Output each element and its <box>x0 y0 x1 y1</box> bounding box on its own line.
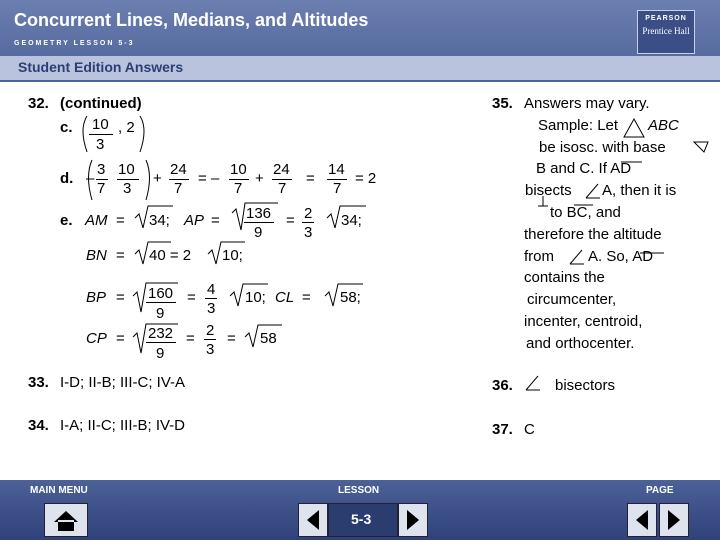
e-2: 2 <box>304 205 313 222</box>
d-n3: 24 <box>170 161 187 178</box>
d-left-paren <box>89 160 93 200</box>
d-minus: – <box>86 170 95 187</box>
d-eq1: = – <box>198 170 220 187</box>
bp-eq: = <box>116 289 125 306</box>
bp-9: 9 <box>156 305 165 322</box>
r-line-4: bisects <box>525 182 572 199</box>
d-d3: 7 <box>174 180 183 197</box>
q33-number: 33. <box>28 374 49 391</box>
logo-line2: Prentice Hall <box>642 26 690 36</box>
q37-number: 37. <box>492 421 513 438</box>
cl-label: CL <box>275 289 295 306</box>
q34-number: 34. <box>28 417 49 434</box>
right-arrow-icon <box>660 504 688 536</box>
d-right-paren <box>146 160 150 200</box>
cp-9: 9 <box>156 345 165 362</box>
e-34b: 34; <box>341 212 362 229</box>
d-eq3: = 2 <box>355 170 377 187</box>
footer-bar <box>0 480 720 540</box>
q35-number: 35. <box>492 95 513 112</box>
bp-3: 3 <box>207 300 216 317</box>
lesson-label: LESSON <box>338 485 380 496</box>
r-abc: ABC <box>648 117 679 134</box>
d-label: d. <box>60 170 74 187</box>
e-eqf: = <box>286 212 295 229</box>
d-n5: 24 <box>273 161 290 178</box>
r-a1: A, then it is <box>602 182 677 199</box>
e-eq2: = <box>211 212 220 229</box>
d-plus2: + <box>255 170 264 187</box>
lesson-subtitle: GEOMETRY LESSON 5-3 <box>14 40 135 47</box>
e-label: e. <box>60 212 73 229</box>
cp-58: 58 <box>260 330 277 347</box>
c-den: 3 <box>96 136 105 153</box>
bn-40: 40 = 2 <box>149 247 192 264</box>
d-n6: 14 <box>328 161 345 178</box>
next-lesson-button[interactable] <box>398 503 428 537</box>
q36-answer: bisectors <box>555 377 616 394</box>
sqrt-icon <box>135 242 171 264</box>
c-right-paren <box>140 116 144 152</box>
bp-label: BP <box>86 289 107 306</box>
q32-continued: (continued) <box>60 95 142 112</box>
q37-answer: C <box>524 421 535 438</box>
perpendicular-icon <box>538 196 548 206</box>
lesson-number-badge <box>328 503 398 537</box>
r-line-2: be isosc. with base <box>539 139 666 156</box>
e-34: 34; <box>149 212 170 229</box>
r-line-6: therefore the altitude <box>524 226 662 243</box>
bp-4: 4 <box>207 281 216 298</box>
home-button[interactable] <box>44 503 88 537</box>
section-title: Student Edition Answers <box>18 59 184 75</box>
cp-label: CP <box>86 330 107 347</box>
angle-icon <box>586 184 600 198</box>
sqrt-icon <box>245 325 282 347</box>
c-left-paren <box>83 116 87 152</box>
home-icon <box>45 504 87 536</box>
triangle-icon <box>624 119 644 137</box>
d-d6: 7 <box>333 180 342 197</box>
angle-icon <box>526 376 540 390</box>
cp-232: 232 <box>148 325 174 342</box>
r-line-8: contains the <box>524 269 605 286</box>
cl-58: 58; <box>340 289 361 306</box>
cp-eq2: = <box>186 330 195 347</box>
e-am: AM <box>85 212 108 229</box>
triangle-icon <box>694 142 708 152</box>
cp-eq3: = <box>227 330 236 347</box>
e-136: 136 <box>246 205 272 222</box>
bn-label: BN <box>86 247 107 264</box>
q34-answer: I-A; II-C; III-B; IV-D <box>60 417 186 434</box>
lesson-number: 5-3 <box>351 511 372 527</box>
cp-2: 2 <box>206 322 215 339</box>
d-n4: 10 <box>230 161 247 178</box>
e-3: 3 <box>304 224 313 241</box>
q32-number: 32. <box>28 95 49 112</box>
d-d5: 7 <box>278 180 287 197</box>
bp-160: 160 <box>148 285 174 302</box>
sqrt-icon <box>208 242 245 264</box>
sqrt-icon <box>232 203 278 230</box>
right-arrow-icon <box>399 504 427 536</box>
r-line-0: Answers may vary. <box>524 95 650 112</box>
d-d2: 3 <box>123 180 132 197</box>
r-line-10: incenter, centroid, <box>524 313 643 330</box>
c-num: 10 <box>92 116 109 133</box>
d-eq2: = <box>306 170 315 187</box>
prev-page-button[interactable] <box>627 503 657 537</box>
bn-10: 10; <box>222 247 243 264</box>
left-arrow-icon <box>299 504 327 536</box>
e-9: 9 <box>254 224 263 241</box>
d-d1: 7 <box>97 180 106 197</box>
angle-icon <box>570 250 584 264</box>
d-d4: 7 <box>234 180 243 197</box>
next-page-button[interactable] <box>659 503 689 537</box>
main-menu-label: MAIN MENU <box>30 485 88 496</box>
d-n1: 3 <box>97 161 106 178</box>
r-line-1: Sample: Let <box>538 117 619 134</box>
sqrt-icon <box>135 206 173 228</box>
r-line-5: to BC, and <box>550 204 621 221</box>
c-y: , 2 <box>118 119 135 136</box>
logo-line1: PEARSON <box>645 15 687 22</box>
e-ap: AP <box>184 212 205 229</box>
d-plus: + <box>153 170 162 187</box>
bn-eq: = <box>116 247 125 264</box>
q36-number: 36. <box>492 377 513 394</box>
cl-eq: = <box>302 289 311 306</box>
page-title: Concurrent Lines, Medians, and Altitudes <box>14 10 369 30</box>
prev-lesson-button[interactable] <box>298 503 328 537</box>
bp-eq2: = <box>187 289 196 306</box>
c-label: c. <box>60 119 73 136</box>
r-a2: A. So, AD <box>588 248 654 265</box>
sqrt-icon <box>325 284 363 306</box>
cp-eq: = <box>116 330 125 347</box>
e-eq: = <box>116 212 125 229</box>
r-line-9: circumcenter, <box>527 291 617 308</box>
sqrt-icon <box>133 324 178 353</box>
q33-answer: I-D; II-B; III-C; IV-A <box>60 374 186 391</box>
page-label: PAGE <box>646 485 674 496</box>
bp-10: 10; <box>245 289 266 306</box>
d-n2: 10 <box>118 161 135 178</box>
r-line-11: and orthocenter. <box>526 335 635 352</box>
r-line-7: from <box>524 248 554 265</box>
sqrt-icon <box>230 284 268 306</box>
left-arrow-icon <box>628 504 656 536</box>
cp-3: 3 <box>206 341 215 358</box>
sqrt-icon <box>327 206 366 228</box>
sqrt-icon <box>133 283 178 312</box>
r-line-3: B and C. If AD <box>536 160 632 177</box>
